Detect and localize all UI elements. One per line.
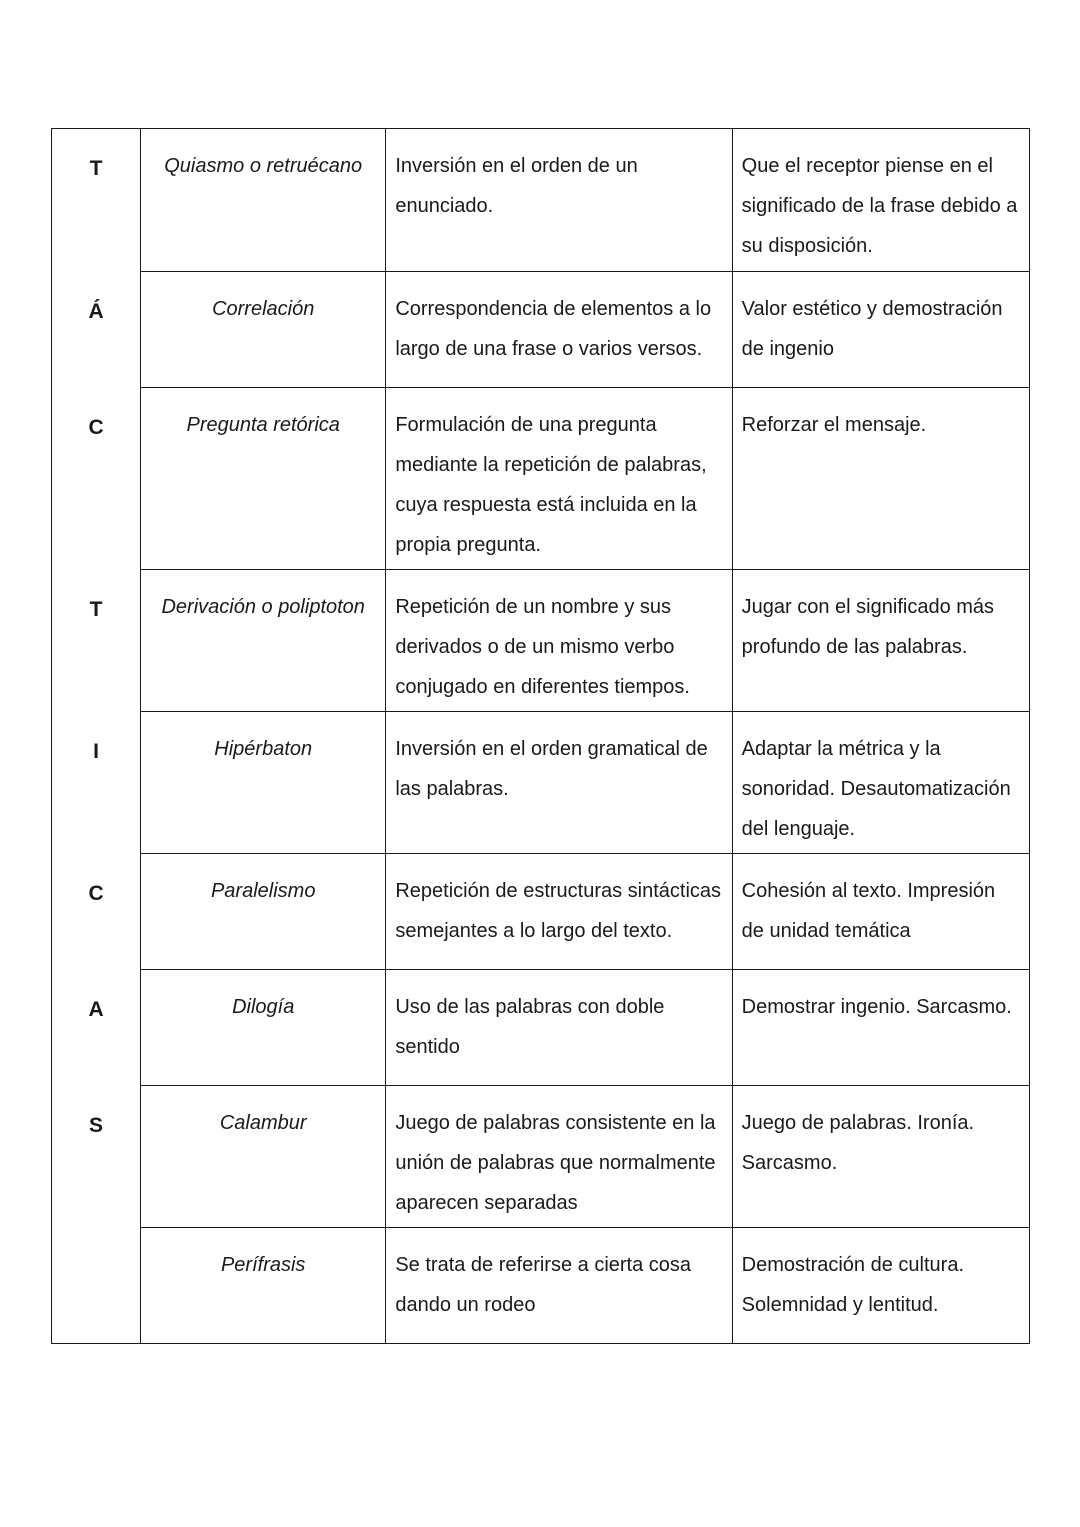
letter-cell (52, 1086, 141, 1228)
figure-purpose: Reforzar el mensaje. (732, 388, 1029, 570)
figure-purpose: Demostración de cultura. Solemnidad y lentitud. (732, 1228, 1029, 1344)
figure-purpose: Jugar con el significado más profundo de las palabras. (732, 570, 1029, 712)
figure-name: Quiasmo o retruécano (141, 129, 386, 272)
figure-definition: Juego de palabras consistente en la unión de palabras que normalmente aparecen separadas (386, 1086, 732, 1228)
vertical-letter: T (89, 597, 103, 621)
letter-cell (52, 712, 141, 854)
figure-purpose: Valor estético y demostración de ingenio (732, 272, 1029, 388)
figure-name: Correlación (141, 272, 386, 388)
figure-purpose: Juego de palabras. Ironía. Sarcasmo. (732, 1086, 1029, 1228)
table-row (52, 272, 1030, 388)
vertical-letter: I (93, 739, 99, 763)
figure-name: Dilogía (141, 970, 386, 1086)
figure-purpose: Que el receptor piense en el significado de la frase debido a su disposición. (732, 129, 1029, 272)
letter-cell (52, 970, 141, 1086)
figure-definition: Uso de las palabras con doble sentido (386, 970, 732, 1086)
figure-purpose: Adaptar la métrica y la sonoridad. Desautomatización del lenguaje. (732, 712, 1029, 854)
vertical-letter: Á (88, 299, 104, 323)
figure-name: Pregunta retórica (141, 388, 386, 570)
figure-definition: Se trata de referirse a cierta cosa dando un rodeo (386, 1228, 732, 1344)
figure-definition: Inversión en el orden gramatical de las palabras. (386, 712, 732, 854)
letter-cell (52, 570, 141, 712)
table-row (52, 1228, 1030, 1344)
vertical-letter: C (88, 415, 104, 439)
figure-definition: Repetición de un nombre y sus derivados o de un mismo verbo conjugado en diferentes tiempos. (386, 570, 732, 712)
figure-name: Paralelismo (141, 854, 386, 970)
figure-name: Derivación o poliptoton (141, 570, 386, 712)
figure-purpose: Demostrar ingenio. Sarcasmo. (732, 970, 1029, 1086)
figure-definition: Formulación de una pregunta mediante la repetición de palabras, cuya respuesta está incluida en la propia pregunta. (386, 388, 732, 570)
vertical-letter: C (88, 881, 104, 905)
vertical-letter: A (88, 997, 104, 1021)
table-row (52, 570, 1030, 712)
table-row (52, 854, 1030, 970)
letter-cell (52, 272, 141, 388)
vertical-letter: T (89, 157, 103, 180)
table-row (52, 712, 1030, 854)
letter-cell (52, 854, 141, 970)
figure-definition: Correspondencia de elementos a lo largo de una frase o varios versos. (386, 272, 732, 388)
table-row (52, 388, 1030, 570)
table-row (52, 129, 1030, 272)
figure-definition: Repetición de estructuras sintácticas semejantes a lo largo del texto. (386, 854, 732, 970)
vertical-letter (52, 1228, 140, 1248)
letter-cell (52, 1228, 141, 1344)
letter-cell (52, 388, 141, 570)
figure-name: Calambur (141, 1086, 386, 1228)
table-row (52, 970, 1030, 1086)
vertical-letter: S (89, 1113, 104, 1137)
table-row (52, 1086, 1030, 1228)
figure-name: Perífrasis (141, 1228, 386, 1344)
figure-name: Hipérbaton (141, 712, 386, 854)
figure-definition: Inversión en el orden de un enunciado. (386, 129, 732, 272)
figure-purpose: Cohesión al texto. Impresión de unidad temática (732, 854, 1029, 970)
rhetorical-figures-table (51, 128, 1030, 1344)
letter-cell (52, 129, 141, 272)
